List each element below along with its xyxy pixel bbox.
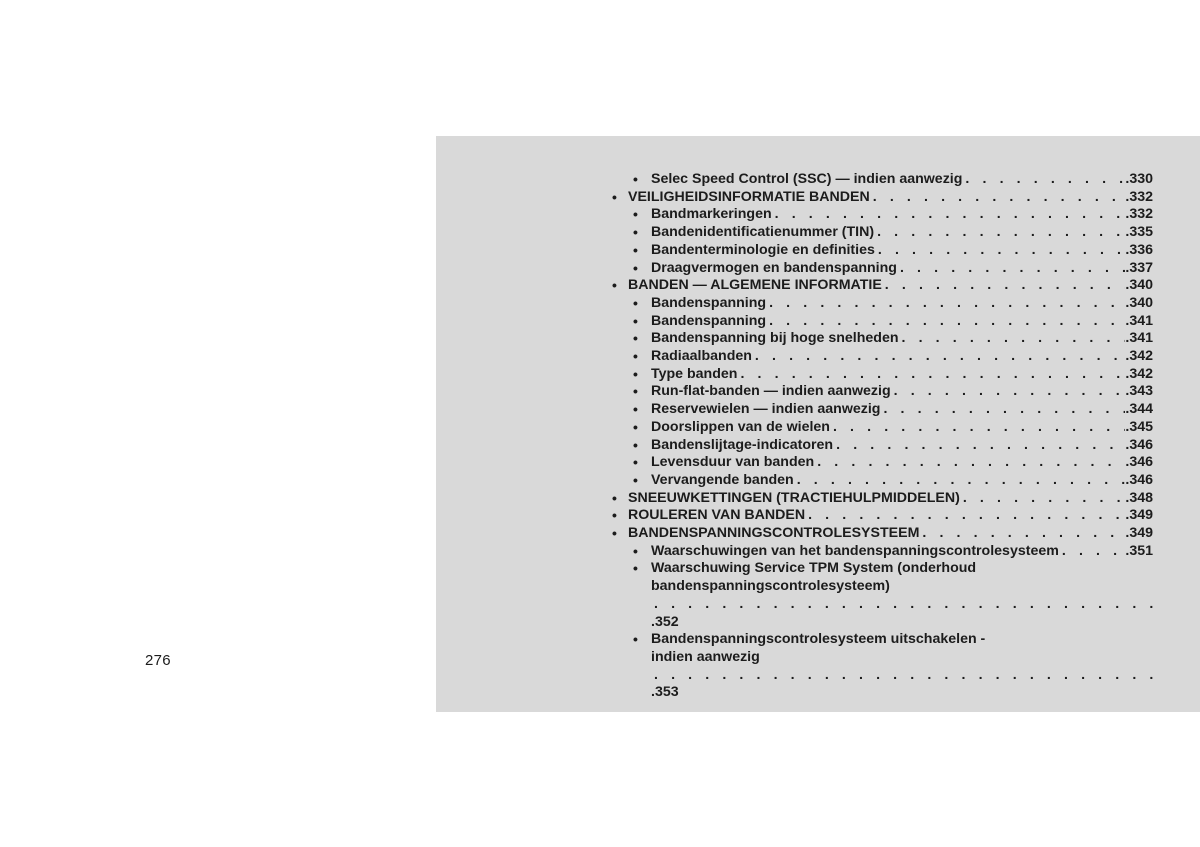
toc-subentry bbox=[612, 401, 1153, 419]
toc-subentry bbox=[612, 330, 1153, 348]
toc-entry-title: SNEEUWKETTINGEN (TRACTIEHULPMIDDELEN) bbox=[628, 489, 960, 506]
bullet-icon: • bbox=[612, 489, 617, 506]
bullet-icon: • bbox=[633, 560, 638, 577]
toc-subentry bbox=[612, 313, 1153, 331]
toc-entry-title: Bandenspanning bij hoge snelheden bbox=[651, 330, 899, 347]
bullet-icon: • bbox=[633, 383, 638, 400]
toc-page-number: .332 bbox=[1125, 206, 1153, 223]
toc-subentry bbox=[612, 260, 1153, 278]
toc-page-number: .352 bbox=[651, 613, 679, 630]
toc-entry-title: BANDEN — ALGEMENE INFORMATIE bbox=[628, 277, 882, 294]
toc-subentry bbox=[612, 454, 1153, 472]
bullet-icon: • bbox=[633, 259, 638, 276]
toc-subentry bbox=[612, 242, 1153, 260]
toc-subentry bbox=[612, 206, 1153, 224]
toc-entry-title: Draagvermogen en bandenspanning bbox=[651, 259, 897, 276]
dot-leader bbox=[794, 472, 1126, 490]
bullet-icon: • bbox=[633, 348, 638, 365]
dot-leader bbox=[766, 313, 1125, 331]
toc-page-number: .346 bbox=[1125, 454, 1153, 471]
toc-page-number: .332 bbox=[1125, 188, 1153, 205]
bullet-icon: • bbox=[612, 507, 617, 524]
toc-entry-title: Reservewielen — indien aanwezig bbox=[651, 401, 881, 418]
dot-leader bbox=[880, 401, 1125, 419]
bullet-icon: • bbox=[633, 171, 638, 187]
bullet-icon: • bbox=[633, 454, 638, 471]
dot-leader bbox=[651, 667, 1153, 685]
toc-subentry bbox=[612, 348, 1153, 366]
bullet-icon: • bbox=[633, 401, 638, 418]
toc-entry-title: Doorslippen van de wielen bbox=[651, 418, 830, 435]
toc-subentry bbox=[612, 419, 1153, 437]
toc-page-number: .335 bbox=[1125, 224, 1153, 241]
toc-entry-title: Type banden bbox=[651, 365, 738, 382]
toc-subentry bbox=[612, 383, 1153, 401]
toc-entry-title: Selec Speed Control (SSC) — indien aanwezig bbox=[651, 171, 963, 187]
toc-entry-title: bandenspanningscontrolesysteem) bbox=[651, 578, 890, 595]
toc-chapter-entry bbox=[612, 490, 1153, 508]
toc-page-number: .330 bbox=[1125, 171, 1153, 187]
bullet-icon: • bbox=[612, 277, 617, 294]
toc-page-number: .349 bbox=[1125, 507, 1153, 524]
toc-page-number: .341 bbox=[1125, 330, 1153, 347]
toc-page-number: .348 bbox=[1125, 489, 1153, 506]
bullet-icon: • bbox=[633, 330, 638, 347]
dot-leader bbox=[874, 224, 1125, 242]
bullet-icon: • bbox=[633, 241, 638, 258]
toc-page-number: .341 bbox=[1125, 312, 1153, 329]
bullet-icon: • bbox=[612, 525, 617, 542]
toc-page-number: .345 bbox=[1125, 418, 1153, 435]
toc-entry-title-line: Bandenspanningscontrolesysteem uitschakelen - bbox=[651, 631, 986, 648]
toc-chapter-entry bbox=[612, 525, 1153, 543]
bullet-icon: • bbox=[633, 542, 638, 559]
bullet-icon: • bbox=[633, 224, 638, 241]
dot-leader bbox=[870, 189, 1126, 207]
bullet-icon: • bbox=[633, 418, 638, 435]
toc-page-number: .346 bbox=[1125, 471, 1153, 488]
toc-entry-title: Bandenidentificatienummer (TIN) bbox=[651, 224, 875, 241]
dot-leader bbox=[897, 260, 1125, 278]
dot-leader bbox=[830, 419, 1125, 437]
toc-entry-title: VEILIGHEIDSINFORMATIE BANDEN bbox=[628, 188, 870, 205]
toc-entry-title: Run-flat-banden — indien aanwezig bbox=[651, 383, 891, 400]
toc-page-number: .340 bbox=[1125, 294, 1153, 311]
toc-entry-title: Bandenspanning bbox=[651, 312, 767, 329]
bullet-icon: • bbox=[633, 294, 638, 311]
bullet-icon: • bbox=[633, 471, 638, 488]
dot-leader bbox=[1059, 543, 1126, 561]
toc-page-number: .342 bbox=[1125, 348, 1153, 365]
toc-entry-title: Waarschuwingen van het bandenspanningscontrolesysteem bbox=[651, 542, 1059, 559]
toc-page-number: .344 bbox=[1125, 401, 1153, 418]
dot-leader bbox=[814, 454, 1125, 472]
toc-page-number: .342 bbox=[1125, 365, 1153, 382]
dot-leader bbox=[752, 348, 1125, 366]
dot-leader bbox=[737, 366, 1125, 384]
toc-page-number: .343 bbox=[1125, 383, 1153, 400]
toc-subentry bbox=[612, 171, 1153, 189]
dot-leader bbox=[891, 383, 1126, 401]
dot-leader bbox=[772, 206, 1126, 224]
toc-entry-title: Bandenterminologie en definities bbox=[651, 241, 875, 258]
toc-page-number: .337 bbox=[1125, 259, 1153, 276]
toc-subentry bbox=[612, 295, 1153, 313]
dot-leader bbox=[651, 596, 1153, 614]
toc-subentry bbox=[612, 437, 1153, 455]
toc-entry-title: BANDENSPANNINGSCONTROLESYSTEEM bbox=[628, 525, 920, 542]
table-of-contents bbox=[612, 171, 1153, 702]
bullet-icon: • bbox=[633, 436, 638, 453]
toc-entry-title: Levensduur van banden bbox=[651, 454, 815, 471]
toc-entry-title: Bandenslijtage-indicatoren bbox=[651, 436, 834, 453]
toc-chapter-entry bbox=[612, 507, 1153, 525]
toc-page-number: .349 bbox=[1125, 525, 1153, 542]
toc-entry-title-line: Waarschuwing Service TPM System (onderhoud bbox=[651, 560, 977, 577]
toc-subentry bbox=[612, 472, 1153, 490]
toc-chapter-entry bbox=[612, 189, 1153, 207]
toc-page-number: .353 bbox=[651, 684, 679, 701]
toc-page-number: .351 bbox=[1125, 542, 1153, 559]
toc-entry-title: indien aanwezig bbox=[651, 648, 760, 665]
dot-leader bbox=[805, 507, 1125, 525]
dot-leader bbox=[882, 277, 1126, 295]
toc-page-number: .336 bbox=[1125, 241, 1153, 258]
bullet-icon: • bbox=[633, 312, 638, 329]
toc-entry-title: ROULEREN VAN BANDEN bbox=[628, 507, 806, 524]
bullet-icon: • bbox=[633, 631, 638, 648]
dot-leader bbox=[960, 490, 1126, 508]
toc-chapter-entry bbox=[612, 277, 1153, 295]
toc-entry-title: Bandmarkeringen bbox=[651, 206, 772, 223]
toc-entry-title: Bandenspanning bbox=[651, 294, 767, 311]
page-number: 276 bbox=[145, 652, 171, 669]
toc-subentry bbox=[612, 560, 1153, 631]
bullet-icon: • bbox=[633, 206, 638, 223]
dot-leader bbox=[919, 525, 1125, 543]
dot-leader bbox=[899, 330, 1126, 348]
dot-leader bbox=[875, 242, 1125, 260]
toc-entry-title: Radiaalbanden bbox=[651, 348, 752, 365]
toc-page-number: .340 bbox=[1125, 277, 1153, 294]
toc-subentry bbox=[612, 366, 1153, 384]
toc-page-number: .346 bbox=[1125, 436, 1153, 453]
dot-leader bbox=[962, 171, 1125, 189]
bullet-icon: • bbox=[633, 365, 638, 382]
dot-leader bbox=[833, 437, 1125, 455]
toc-subentry bbox=[612, 631, 1153, 702]
bullet-icon: • bbox=[612, 188, 617, 205]
toc-entry-title: Vervangende banden bbox=[651, 471, 794, 488]
toc-subentry bbox=[612, 543, 1153, 561]
toc-subentry bbox=[612, 224, 1153, 242]
dot-leader bbox=[766, 295, 1125, 313]
